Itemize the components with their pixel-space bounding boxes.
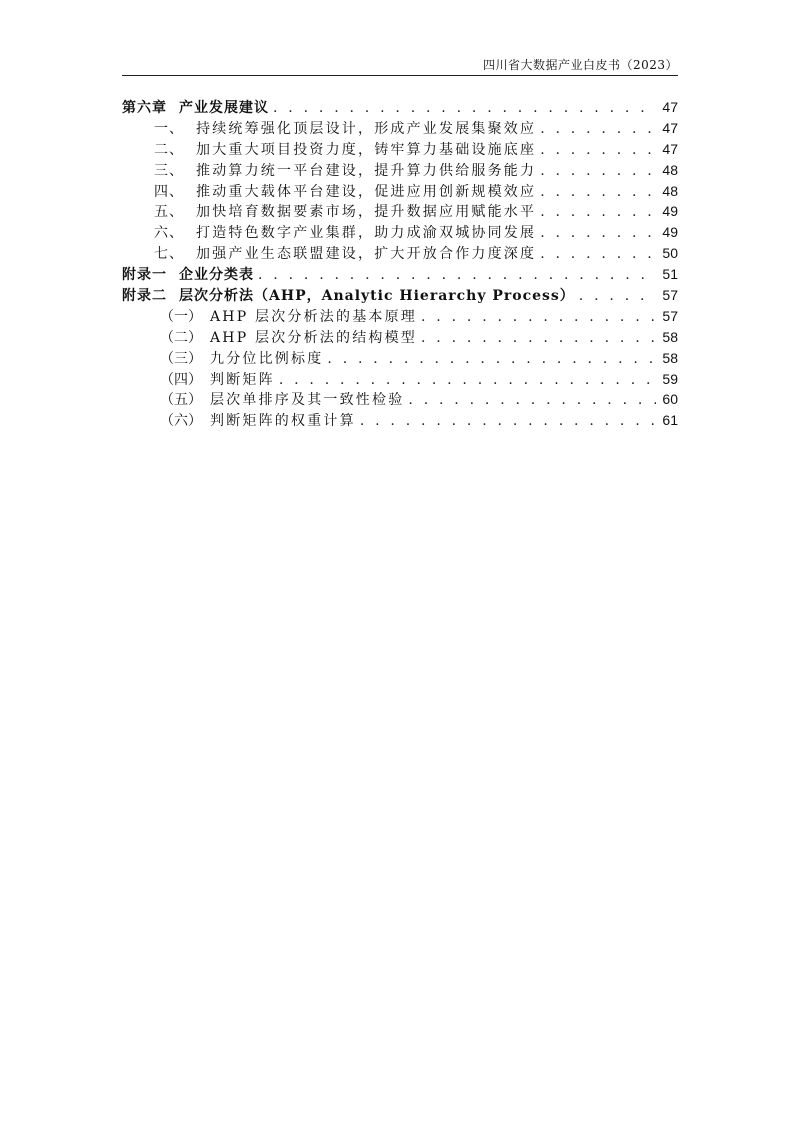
toc-entry-title: 推动算力统一平台建设，提升算力供给服务能力: [196, 162, 537, 179]
toc-entry-subsection-4[interactable]: [122, 369, 678, 390]
toc-entry-page: 47: [662, 140, 678, 157]
toc-entry-page: 58: [662, 349, 678, 366]
dot-leader: [408, 390, 656, 411]
dot-leader: [540, 202, 656, 223]
toc-entry-title: 层次分析法（AHP，Analytic Hierarchy Process）: [179, 288, 575, 305]
toc-entry-number: （一）: [160, 308, 202, 325]
toc-entry-title: 层次单排序及其一致性检验: [210, 392, 405, 409]
toc-entry-title: 判断矩阵: [210, 371, 275, 388]
toc-entry-appendix-1[interactable]: [122, 264, 678, 285]
toc-entry-number: 三、: [154, 162, 184, 179]
dot-leader: [360, 411, 657, 432]
toc-entry-title: 加强产业生态联盟建设，扩大开放合作力度深度: [196, 246, 537, 263]
toc-entry-section-2[interactable]: [122, 139, 678, 160]
toc-entry-section-6[interactable]: [122, 222, 678, 243]
toc-entry-section-5[interactable]: [122, 201, 678, 222]
toc-entry-section-1[interactable]: [122, 118, 678, 139]
toc-entry-page: 48: [662, 161, 678, 178]
toc-entry-number: （六）: [160, 413, 202, 430]
toc-entry-title: 产业发展建议: [179, 100, 269, 116]
toc-entry-page: 60: [662, 391, 678, 408]
toc-entry-title: 加快培育数据要素市场，提升数据应用赋能水平: [196, 204, 537, 221]
toc-entry-page: 51: [662, 266, 678, 283]
toc-entry-number: 七、: [154, 246, 184, 263]
toc-entry-appendix-2[interactable]: [122, 285, 678, 306]
toc-entry-number: （三）: [160, 350, 202, 367]
toc-entry-title: 打造特色数字产业集群，助力成渝双城协同发展: [196, 225, 537, 242]
dot-leader: [421, 328, 656, 349]
dot-leader: [540, 244, 656, 265]
toc-entry-number: 二、: [154, 141, 184, 158]
toc-entry-subsection-3[interactable]: [122, 348, 678, 369]
toc-entry-number: 第六章: [122, 100, 167, 116]
toc-entry-subsection-1[interactable]: [122, 306, 678, 327]
toc-entry-chapter-6[interactable]: [122, 97, 678, 118]
toc-entry-subsection-2[interactable]: [122, 327, 678, 348]
toc-entry-title: AHP 层次分析法的基本原理: [210, 308, 417, 325]
toc-entry-page: 58: [662, 328, 678, 345]
toc-entry-title: 持续统筹强化顶层设计，形成产业发展集聚效应: [196, 120, 537, 137]
table-of-contents: [122, 97, 678, 431]
toc-entry-title: 推动重大载体平台建设，促进应用创新规模效应: [196, 183, 537, 200]
toc-entry-title: 九分位比例标度: [210, 350, 324, 367]
dot-leader: [540, 161, 656, 182]
toc-entry-page: 49: [662, 203, 678, 220]
dot-leader: [279, 370, 657, 391]
dot-leader: [579, 286, 657, 307]
toc-entry-page: 57: [662, 287, 678, 304]
toc-entry-section-3[interactable]: [122, 160, 678, 181]
toc-entry-page: 49: [662, 224, 678, 241]
dot-leader: [540, 223, 656, 244]
document-title: 四川省大数据产业白皮书（2023）: [482, 58, 678, 72]
toc-entry-section-7[interactable]: [122, 243, 678, 264]
dot-leader: [273, 98, 656, 119]
toc-entry-number: 四、: [154, 183, 184, 200]
toc-entry-number: 一、: [154, 120, 184, 137]
toc-entry-number: 五、: [154, 204, 184, 221]
toc-entry-page: 59: [662, 370, 678, 387]
toc-entry-number: （二）: [160, 329, 202, 346]
toc-entry-title: 企业分类表: [179, 267, 254, 284]
toc-entry-page: 61: [662, 412, 678, 429]
toc-entry-page: 50: [662, 245, 678, 262]
toc-entry-page: 47: [662, 99, 678, 115]
toc-entry-number: （四）: [160, 371, 202, 388]
toc-entry-title: 判断矩阵的权重计算: [210, 413, 356, 430]
toc-entry-number: 附录二: [122, 288, 167, 305]
toc-entry-section-4[interactable]: [122, 181, 678, 202]
page-header: [122, 58, 678, 76]
toc-entry-title: 加大重大项目投资力度，铸牢算力基础设施底座: [196, 141, 537, 158]
toc-entry-subsection-5[interactable]: [122, 389, 678, 410]
dot-leader: [327, 349, 656, 370]
toc-entry-number: （五）: [160, 392, 202, 409]
toc-entry-subsection-6[interactable]: [122, 410, 678, 431]
dot-leader: [421, 307, 656, 328]
toc-entry-title: AHP 层次分析法的结构模型: [210, 329, 417, 346]
toc-entry-number: 六、: [154, 225, 184, 242]
dot-leader: [540, 140, 656, 161]
toc-entry-page: 57: [662, 307, 678, 324]
dot-leader: [258, 265, 656, 286]
dot-leader: [540, 119, 656, 140]
dot-leader: [540, 182, 656, 203]
toc-entry-page: 47: [662, 119, 678, 136]
toc-entry-page: 48: [662, 182, 678, 199]
toc-entry-number: 附录一: [122, 267, 167, 284]
